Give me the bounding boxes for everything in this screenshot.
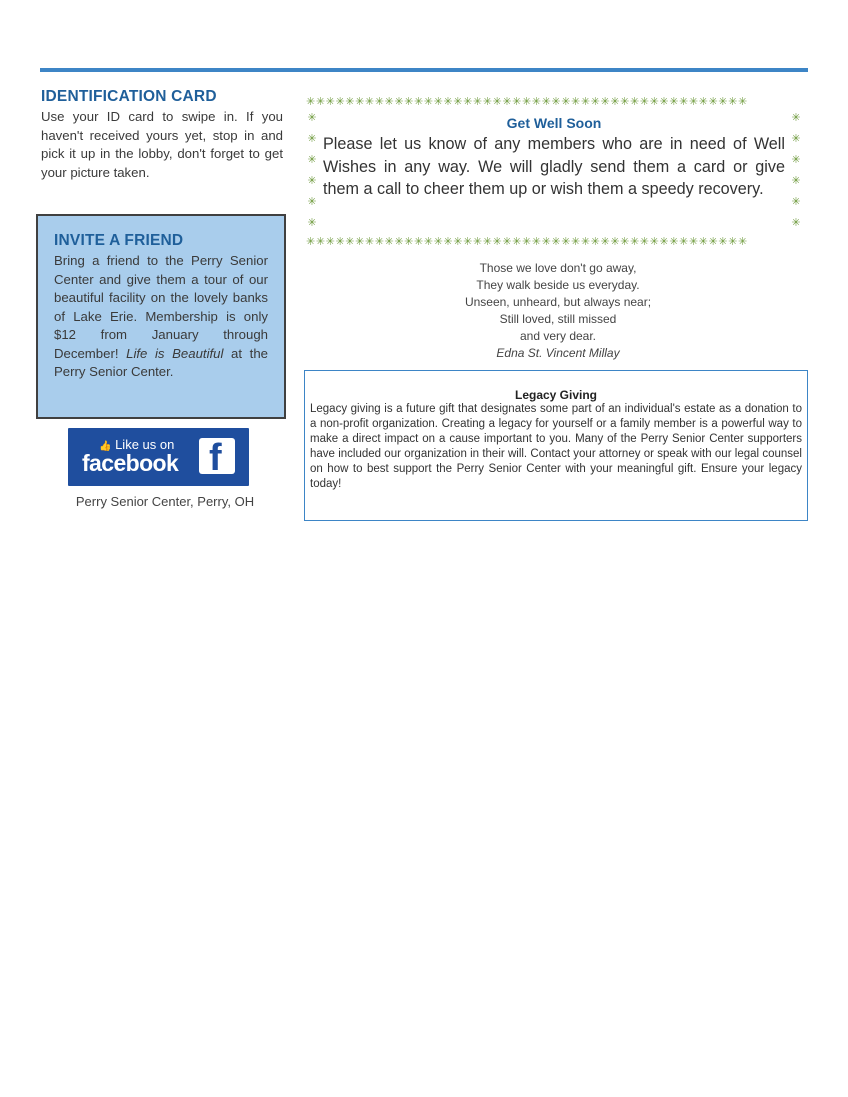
- legacy-giving-box: [304, 370, 808, 521]
- invite-body: [54, 252, 268, 382]
- invite-friend-box: [36, 214, 286, 419]
- legacy-body: Legacy giving is a future gift that designates some part of an individual's estate as a donation to a non-profit organization. Creating a legacy for yourself or a family member is a powerful way to make a direct impact on a cause important to you. Many of the Perry Senior Center supporters have included our organization in their will. Contact your attorney or speak with our legal counsel on how to best support the Perry Senior Center with your meaningful gift. Ensure your legacy today!: [310, 403, 802, 491]
- legacy-title: Legacy Giving: [514, 388, 598, 402]
- invite-body-italic: Life is Beautiful: [126, 345, 224, 361]
- flower-border-bottom: ✳✳✳✳✳✳✳✳✳✳✳✳✳✳✳✳✳✳✳✳✳✳✳✳✳✳✳✳✳✳✳✳✳✳✳✳✳✳✳✳✳✳✳✳✳: [306, 236, 748, 248]
- invite-body-main: Bring a friend to the Perry Senior Center and give them a tour of our beautiful facility on the lovely banks of Lake Erie. Membership is only $12 from January through December!: [54, 253, 268, 361]
- poem-line: Still loved, still missed: [499, 312, 617, 326]
- facebook-like-badge[interactable]: [68, 428, 249, 486]
- poem: [306, 260, 810, 362]
- poem-line: They walk beside us everyday.: [476, 278, 640, 292]
- poem-line: and very dear.: [519, 329, 597, 343]
- get-well-title: Get Well Soon: [506, 115, 602, 131]
- identification-card-section: [41, 88, 283, 182]
- facebook-caption: Perry Senior Center, Perry, OH: [75, 494, 255, 509]
- id-card-body: Use your ID card to swipe in. If you haven't received yours yet, stop in and pick it up in the lobby, don't forget to get your picture taken.: [41, 109, 283, 180]
- invite-body-tail: at the Perry Senior Center.: [54, 345, 268, 379]
- id-card-title: IDENTIFICATION CARD: [41, 88, 217, 105]
- thumbs-up-icon: 👍: [99, 441, 112, 452]
- poem-line: Those we love don't go away,: [479, 261, 637, 275]
- flower-border-right: ✳ ✳ ✳ ✳ ✳ ✳: [791, 112, 801, 229]
- facebook-f-icon: f: [199, 438, 235, 474]
- poem-author: Edna St. Vincent Millay: [496, 346, 620, 360]
- facebook-wordmark: facebook: [82, 450, 179, 476]
- facebook-like-text: Like us on: [115, 437, 175, 452]
- get-well-body: Please let us know of any members who are in need of Well Wishes in any way. We will gladly send them a card or give them a call to cheer them up or wish them a speedy recovery.: [323, 135, 785, 198]
- get-well-soon-box: [306, 96, 802, 248]
- poem-line: Unseen, unheard, but always near;: [464, 295, 652, 309]
- invite-title: INVITE A FRIEND: [54, 232, 184, 249]
- flower-border-left: ✳ ✳ ✳ ✳ ✳ ✳: [307, 112, 317, 229]
- top-divider: [40, 68, 808, 72]
- flower-border-top: ✳✳✳✳✳✳✳✳✳✳✳✳✳✳✳✳✳✳✳✳✳✳✳✳✳✳✳✳✳✳✳✳✳✳✳✳✳✳✳✳✳✳✳✳✳: [306, 96, 748, 108]
